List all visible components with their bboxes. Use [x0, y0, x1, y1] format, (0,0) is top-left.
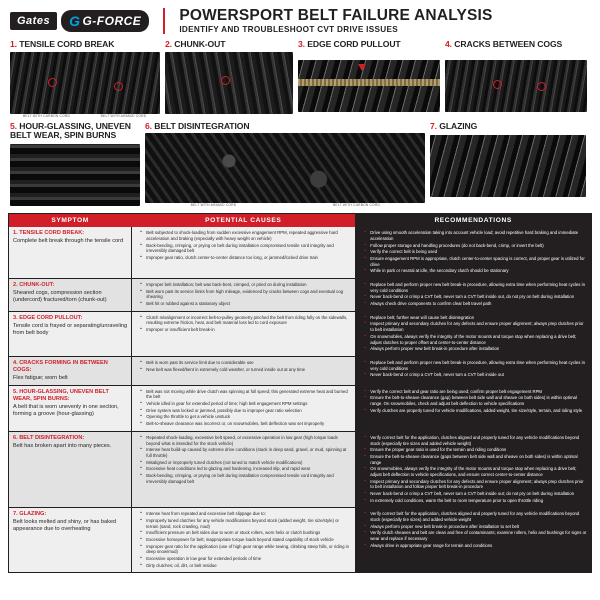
- recommendations-list: [360, 511, 587, 548]
- callout-circle-icon: [537, 82, 546, 91]
- failure-card-4-number: 4.: [445, 39, 452, 50]
- list-item: • Excessive operation in low gear for extended periods of time: [142, 556, 351, 562]
- list-item: • Verify clutch sheaves and belt are clean and free of contaminants; examine rollers, helix and bushings for signs or wear and replace if necessary: [366, 530, 587, 541]
- failure-card-1: [10, 40, 160, 118]
- table-row: [9, 227, 591, 278]
- table-row: [9, 507, 591, 572]
- cell-recommendations: [355, 508, 591, 572]
- recommendations-list: [360, 315, 587, 352]
- callout-circle-icon: [493, 80, 502, 89]
- failure-card-4-label: CRACKS BETWEEN COGS: [454, 39, 563, 50]
- list-item: • Vehicle idled in gear for extended period of time; high belt engagement RPM settings: [142, 401, 351, 407]
- failure-card-4-title: [445, 40, 587, 49]
- list-item: • Always check drive components to confirm clear belt travel path: [366, 301, 587, 307]
- causes-list: [136, 435, 351, 484]
- list-item: • Ensure the proper gear ratio is used for the terrain and riding conditions: [366, 447, 587, 453]
- cell-recommendations: [355, 432, 591, 507]
- cell-recommendations: [355, 312, 591, 356]
- symptom-description: Belt has broken apart into many pieces.: [13, 442, 112, 449]
- cell-recommendations: [355, 279, 591, 311]
- callout-arrow-icon: [358, 64, 366, 71]
- list-item: • Improperly tuned clutches for any vehicle modifications beyond stock (added weight, tire size/style) or terrain (sand, rock crawling, mud): [142, 518, 351, 529]
- list-item: • Improper or insufficient belt break-in: [142, 327, 351, 333]
- gallery-row-1: [10, 40, 590, 118]
- recommendations-list: [360, 360, 587, 378]
- failure-card-2-title: [165, 40, 293, 49]
- failure-card-2-number: 2.: [165, 39, 172, 50]
- list-item: • In extremely cold conditions, warm the belt to room temperature prior to open throttle riding: [366, 498, 587, 504]
- failure-photo-1-caption-a: BELT WITH CARBON CORD: [22, 113, 71, 118]
- cell-causes: [131, 227, 355, 278]
- table-row: [9, 431, 591, 507]
- cell-causes: [131, 357, 355, 385]
- cell-recommendations: [355, 227, 591, 278]
- list-item: • Belt subjected to shock-loading from sudden excessive engagement RPM, repeated aggressive hard acceleration and braking (especially with heavy weight on vehicle): [142, 230, 351, 241]
- failure-photo-1-caption-b: BELT WITH ARAMID CORD: [100, 113, 147, 118]
- column-header-recommendations: RECOMMENDATIONS: [355, 214, 591, 227]
- list-item: • Never back-bend or crimp a CVT belt, never turn a CVT belt inside out: [366, 372, 587, 378]
- logo-block: [10, 10, 149, 32]
- page-title: POWERSPORT BELT FAILURE ANALYSIS: [179, 7, 493, 24]
- table-row: [9, 356, 591, 385]
- list-item: • Opening the throttle to get a vehicle unstuck: [142, 414, 351, 420]
- failure-card-4: [445, 40, 587, 118]
- list-item: • Always perform proper new belt break-in procedure after installation to set belt: [366, 524, 587, 530]
- list-item: • Clutch misalignment or incorrect belt-to-pulley geometry pinched the belt from riding fully on the sidewalls, resulting extreme friction, heat, and belt material loss led to cord exposure: [142, 315, 351, 326]
- header: [8, 6, 592, 40]
- failure-card-2-label: CHUNK-OUT: [174, 39, 226, 50]
- symptom-description: Complete belt break through the tensile cord: [13, 238, 124, 245]
- causes-list: [136, 230, 351, 260]
- symptom-title: 3. EDGE CORD PULLOUT:: [13, 314, 83, 321]
- column-header-causes: POTENTIAL CAUSES: [205, 217, 282, 225]
- symptom-description: Sheared cogs, compression section (undercord) fractured/torn (chunk-out): [13, 290, 107, 304]
- list-item: • Belt hit or rubbed against a stationary object: [142, 301, 351, 307]
- failure-photo-2: [165, 52, 293, 114]
- table-row: [9, 311, 591, 356]
- failure-card-6-number: 6.: [145, 120, 152, 131]
- list-item: • Drive system was locked or jammed, possibly due to improper gear ratio selection: [142, 408, 351, 414]
- failure-card-3-label: EDGE CORD PULLOUT: [307, 39, 401, 50]
- gallery-row-2: [10, 122, 590, 208]
- list-item: • Belt-to-sheave clearance was incorrect or, on snowmobiles, belt deflection was set improperly: [142, 421, 351, 427]
- list-item: • Belt worn past its service limits from high mileage, evidenced by cracks between cogs and eventual cog shearing: [142, 289, 351, 300]
- cell-symptom: [9, 227, 131, 278]
- causes-list: [136, 315, 351, 333]
- symptom-description: Tensile cord is frayed or separating/unraveling from belt body: [13, 322, 128, 336]
- gforce-logo: [61, 10, 149, 32]
- cell-causes: [131, 386, 355, 431]
- list-item: • Ensure the belt-to-sheave clearance (gap) between belt side wall and sheave on both sides) is within optimal range. On snowmobiles, check and adjust belt deflection to vehicle specifications: [366, 395, 587, 406]
- cell-symptom: [9, 312, 131, 356]
- list-item: • Inspect primary and secondary clutches for any defects and ensure proper alignment; always prep clutches prior to belt installation and follow proper belt break-in procedure: [366, 479, 587, 490]
- failure-card-6-label: BELT DISINTEGRATION: [154, 120, 250, 131]
- list-item: • Replace belt and perform proper new belt break-in procedure, allowing extra time when performing heat cycles in very cold conditions: [366, 282, 587, 293]
- failure-card-5-label: HOUR-GLASSING, UNEVEN BELT WEAR, SPIN BURNS: [10, 120, 131, 141]
- symptom-description: Belt looks melted and shiny, or has baked appearance due to overheating: [13, 519, 117, 533]
- failure-card-7-number: 7.: [430, 120, 437, 131]
- symptom-title: 5. HOUR-GLASSING, UNEVEN BELT WEAR, SPIN BURNS:: [13, 388, 109, 402]
- symptom-title: 1. TENSILE CORD BREAK:: [13, 230, 85, 237]
- list-item: • Back-bending, crimping, or prying on belt during installation compromised tensile cord integrity and irreversibly damaged belt: [142, 473, 351, 484]
- recommendations-list: [360, 282, 587, 307]
- list-item: • Inspect primary and secondary clutches for any defects and ensure proper alignment; always prep clutches prior to belt installation: [366, 321, 587, 332]
- page-subtitle: IDENTIFY AND TROUBLESHOOT CVT DRIVE ISSUES: [179, 25, 398, 35]
- list-item: • Verify correct belt for the application, clutches aligned and properly tuned for any vehicle modifications beyond stock (especially tire sizes) and added vehicle weight: [366, 511, 587, 522]
- failure-card-1-number: 1.: [10, 39, 17, 50]
- list-item: • Back-bending, crimping, or prying on belt during installation compromised tensile cord integrity and irreversibly damaged belt: [142, 243, 351, 254]
- failure-card-7: [430, 122, 586, 208]
- list-item: • Improper gear ratio, clutch center-to-center distance too long, or jammed/locked drive train: [142, 255, 351, 261]
- failure-card-6: [145, 122, 425, 208]
- failure-card-1-title: [10, 40, 160, 49]
- failure-card-2: [165, 40, 293, 118]
- causes-list: [136, 389, 351, 427]
- recommendations-list: [360, 435, 587, 503]
- list-item: • Replace belt; further wear will cause belt disintegration: [366, 315, 587, 321]
- list-item: • Improper belt installation; belt was back-bent, crimped, or pried on during installation: [142, 282, 351, 288]
- cell-symptom: [9, 279, 131, 311]
- list-item: • Replace belt and perform proper new belt break-in procedure, allowing extra time when performing heat cycles in very cold conditions: [366, 360, 587, 371]
- cell-symptom: [9, 357, 131, 385]
- list-item: • Ensure the belt-to-sheave clearance (gaps between belt side wall and sheave on both sides) is within optimal range: [366, 454, 587, 465]
- list-item: • While in park or neutral at idle, the secondary clutch should be stationary: [366, 268, 587, 274]
- failure-card-3-number: 3.: [298, 39, 305, 50]
- recommendations-list: [360, 230, 587, 274]
- list-item: • Belt was not moving while drive clutch was spinning at full speed; this generated extreme heat and burned the belt: [142, 389, 351, 400]
- symptom-description: A belt that is worn unevenly in one section, forming a groove (hour-glassing): [13, 403, 119, 417]
- symptom-title: 7. GLAZING:: [13, 511, 47, 518]
- cell-symptom: [9, 386, 131, 431]
- failure-photo-7: [430, 135, 586, 197]
- list-item: • Excessive heat conditions led to glazing and hardening, increased slip, and rapid wear: [142, 466, 351, 472]
- failure-card-3: [298, 40, 440, 118]
- list-item: • Never back-bend or crimp a CVT belt, never turn a CVT belt inside out, do not pry on belt during installation: [366, 294, 587, 300]
- list-item: • Drive using smooth acceleration taking into account vehicle load; avoid repetitive hard braking and immediate acceleration: [366, 230, 587, 241]
- failure-card-7-label: GLAZING: [439, 120, 478, 131]
- cell-causes: [131, 312, 355, 356]
- cell-causes: [131, 508, 355, 572]
- failure-photo-3: [298, 60, 440, 112]
- list-item: • New belt was flexed/bent in extremely cold weather, or turned inside out at any time: [142, 367, 351, 373]
- list-item: • Repeated shock-loading, excessive belt speed, or excessive operation in low gear (high torque loads beyond what is intended for the stock vehicle): [142, 435, 351, 446]
- table-row: [9, 385, 591, 431]
- callout-circle-icon: [48, 78, 57, 87]
- cell-recommendations: [355, 386, 591, 431]
- table-body: [9, 227, 591, 572]
- failure-card-7-title: [430, 122, 586, 131]
- failure-card-3-title: [298, 40, 440, 49]
- symptom-description: Flex fatigue; worn belt: [13, 374, 68, 381]
- list-item: • On snowmobiles, always verify the integrity of the motor mounts and torque stop when replacing a drive belt; adjust belt deflection to vehicle specifications, and ensure correct center-to-center distance: [366, 466, 587, 477]
- list-item: • Intense heat from repeated and excessive belt slippage due to:: [142, 511, 351, 517]
- header-divider: [163, 8, 165, 34]
- callout-circle-icon: [114, 82, 123, 91]
- list-item: • Insufficient pressure on belt sides due to worn or stuck rollers, worn helix or clutch bushings: [142, 530, 351, 536]
- failure-card-5-number: 5.: [10, 120, 17, 131]
- list-item: • Intense heat build-up caused by extreme drive conditions (stuck in deep sand, gravel, or mud, spinning at full throttle): [142, 447, 351, 458]
- list-item: • Belt is worn past its service limit due to considerable use: [142, 360, 351, 366]
- failure-card-6-title: [145, 122, 425, 131]
- list-item: • On snowmobiles, always verify the integrity of the motor mounts and torque stop when replacing a drive belt; adjust clutches to proper offset and center-to-center distance: [366, 334, 587, 345]
- failure-photo-6-caption-a: BELT WITH ARAMID CORD: [190, 203, 237, 208]
- failure-photo-5: [10, 144, 140, 206]
- symptom-title: 6. BELT DISINTEGRATION:: [13, 434, 85, 441]
- callout-circle-icon: [221, 76, 230, 85]
- list-item: • Verify clutches are properly tuned for vehicle modifications, added weight, tire size/style, terrain, and riding style: [366, 408, 587, 414]
- causes-list: [136, 282, 351, 307]
- header-text: [179, 8, 590, 34]
- list-item: • Dirty clutches; oil, dirt, or belt residue: [142, 563, 351, 569]
- failure-card-5-title: [10, 122, 140, 141]
- column-header-symptom: SYMPTOM: [51, 217, 89, 225]
- recommendations-list: [360, 389, 587, 414]
- causes-list: [136, 511, 351, 568]
- failure-photo-1: [10, 52, 160, 114]
- table-header-row: [9, 214, 591, 227]
- table-row: [9, 278, 591, 311]
- symptom-title: 4. CRACKS FORMING IN BETWEEN COGS:: [13, 359, 108, 373]
- failure-photo-4: [445, 60, 587, 112]
- list-item: • Follow proper storage and handling procedures (do not back-bend, crimp, or invert the belt): [366, 243, 587, 249]
- cell-symptom: [9, 508, 131, 572]
- failure-card-1-label: TENSILE CORD BREAK: [19, 39, 115, 50]
- list-item: • Verify the correct belt and gear ratio are being used; confirm proper belt engagement RPM: [366, 389, 587, 395]
- failure-table: [8, 213, 592, 573]
- gforce-g-icon: G: [69, 13, 81, 30]
- cell-recommendations: [355, 357, 591, 385]
- list-item: • Verify the correct belt is being used: [366, 249, 587, 255]
- edge-cord-strip: [298, 79, 440, 86]
- failure-card-5: [10, 122, 140, 208]
- cell-symptom: [9, 432, 131, 507]
- list-item: • Excessive horsepower for belt; inappropriate torque loads beyond stated capability of stock vehicle: [142, 537, 351, 543]
- gforce-label: G-FORCE: [82, 14, 142, 29]
- list-item: • Improper gear ratio for the application (use of high gear range while towing, climbing steep hills, or riding in deep snow/mud): [142, 544, 351, 555]
- gates-logo: Gates: [10, 12, 57, 30]
- list-item: • Verify correct belt for the application, clutches aligned and properly tuned for any vehicle modifications beyond stock (especially tire sizes and added vehicle weight): [366, 435, 587, 446]
- list-item: • Ensure engagement RPM is appropriate, clutch center-to-center spacing is correct, and proper gear is utilized for drive: [366, 256, 587, 267]
- list-item: • Always drive in appropriate gear range for terrain and conditions: [366, 543, 587, 549]
- symptom-title: 2. CHUNK-OUT:: [13, 282, 55, 289]
- causes-list: [136, 360, 351, 372]
- failure-photo-6-caption-b: BELT WITH CARBON CORD: [332, 203, 381, 208]
- failure-gallery: [8, 40, 592, 207]
- cell-causes: [131, 279, 355, 311]
- list-item: • Always perform proper new belt break-in procedure after installation: [366, 346, 587, 352]
- cell-causes: [131, 432, 355, 507]
- list-item: • Misaligned or improperly tuned clutches (not tuned to match vehicle modifications): [142, 460, 351, 466]
- list-item: • Never back-bend or crimp a CVT belt, never turn a CVT belt inside out; do not pry on belt during installation: [366, 491, 587, 497]
- failure-photo-6: [145, 133, 425, 203]
